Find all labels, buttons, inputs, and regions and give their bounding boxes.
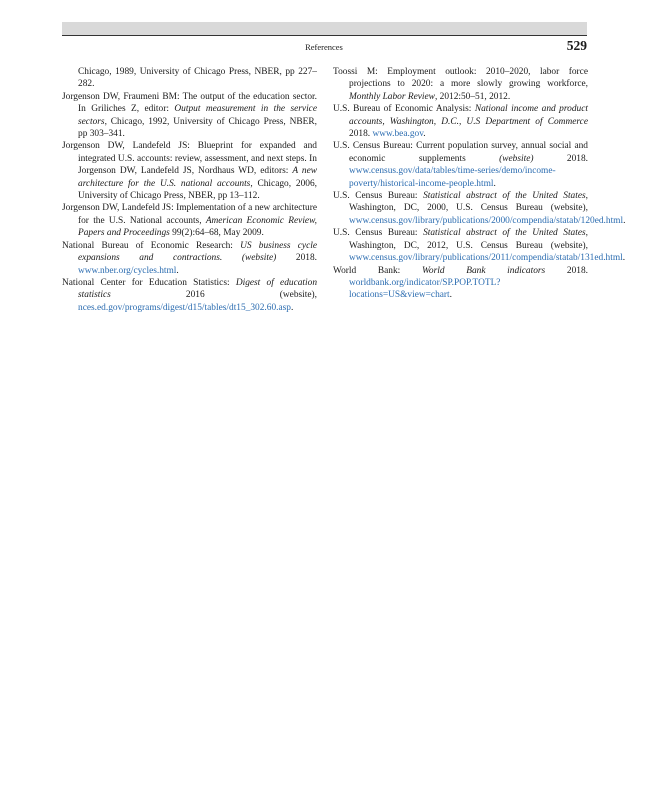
right-reference-column	[333, 66, 626, 302]
reference-link[interactable]: www.census.gov/library/publications/2000/compendia/statab/120ed.html	[349, 215, 624, 226]
reference-entry: Toossi M: Employment outlook: 2010–2020, labor force projections to 2020: a more slowly growing workforce, Monthly Labor Review, 2012:50–51, 2012.	[333, 67, 588, 102]
header-bar	[62, 22, 587, 35]
reference-link[interactable]: worldbank.org/indicator/SP.POP.TOTL?locations=US&view=chart	[349, 277, 501, 301]
reference-entry: U.S. Census Bureau: Current population survey, annual social and economic supplements (website) 2018. www.census.gov/data/tables/time-series/demo/income-poverty/historical-income-people.html.	[333, 141, 588, 189]
reference-entry: National Bureau of Economic Research: US business cycle expansions and contractions. (website) 2018. www.nber.org/cycles.html.	[62, 240, 317, 276]
reference-entry: U.S. Census Bureau: Statistical abstract of the United States, Washington, DC, 2000, U.S. Census Bureau (website), www.census.gov/library/publications/2000/compendia/statab/120ed.html.	[333, 191, 626, 226]
reference-entry: U.S. Bureau of Economic Analysis: National income and product accounts, Washington, D.C., U.S Department of Commerce 2018. www.bea.gov.	[333, 104, 588, 140]
left-reference-column	[62, 66, 317, 314]
reference-link[interactable]: www.census.gov/library/publications/2011/compendia/statab/131ed.html	[349, 253, 623, 264]
reference-link[interactable]: www.nber.org/cycles.html	[78, 265, 177, 276]
reference-entry: Chicago, 1989, University of Chicago Press, NBER, pp 227–282.	[78, 67, 317, 90]
reference-link[interactable]: nces.ed.gov/programs/digest/d15/tables/dt15_302.60.asp	[78, 302, 291, 313]
running-title: References	[305, 42, 343, 52]
reference-entry: Jorgenson DW, Fraumeni BM: The output of the education sector. In Griliches Z, editor: Output measurement in the service sectors, Chicago, 1992, University of Chicago Press, NBER, pp 303–341.	[62, 91, 317, 140]
header-rule	[62, 35, 587, 36]
reference-entry: U.S. Census Bureau: Statistical abstract of the United States, Washington, DC, 2012, U.S. Census Bureau (website), www.census.gov/library/publications/2011/compendia/statab/131ed.html.	[333, 228, 626, 264]
page-number: 529	[566, 38, 587, 53]
reference-entry: World Bank: World Bank indicators 2018. worldbank.org/indicator/SP.POP.TOTL?locations=US&view=chart.	[333, 265, 588, 301]
reference-entry: National Center for Education Statistics: Digest of education statistics 2016 (website), nces.ed.gov/programs/digest/d15/tables/dt15_302.60.asp.	[62, 277, 318, 313]
reference-entry: Jorgenson DW, Landefeld JS: Blueprint for expanded and integrated U.S. accounts: review, assessment, and next steps. In Jorgenson DW, Landefeld JS, Nordhaus WD, editors: A new architecture for the U.S. national accounts, Chicago, 2006, University of Chicago Press, NBER, pp 13–112.	[62, 141, 317, 202]
reference-link[interactable]: www.bea.gov	[372, 129, 424, 140]
reference-entry: Jorgenson DW, Landefeld JS: Implementation of a new architecture for the U.S. National accounts, American Economic Review, Papers and Proceedings 99(2):64–68, May 2009.	[62, 203, 317, 239]
reference-link[interactable]: www.census.gov/data/tables/time-series/demo/income-poverty/historical-income-people.html	[349, 166, 556, 189]
